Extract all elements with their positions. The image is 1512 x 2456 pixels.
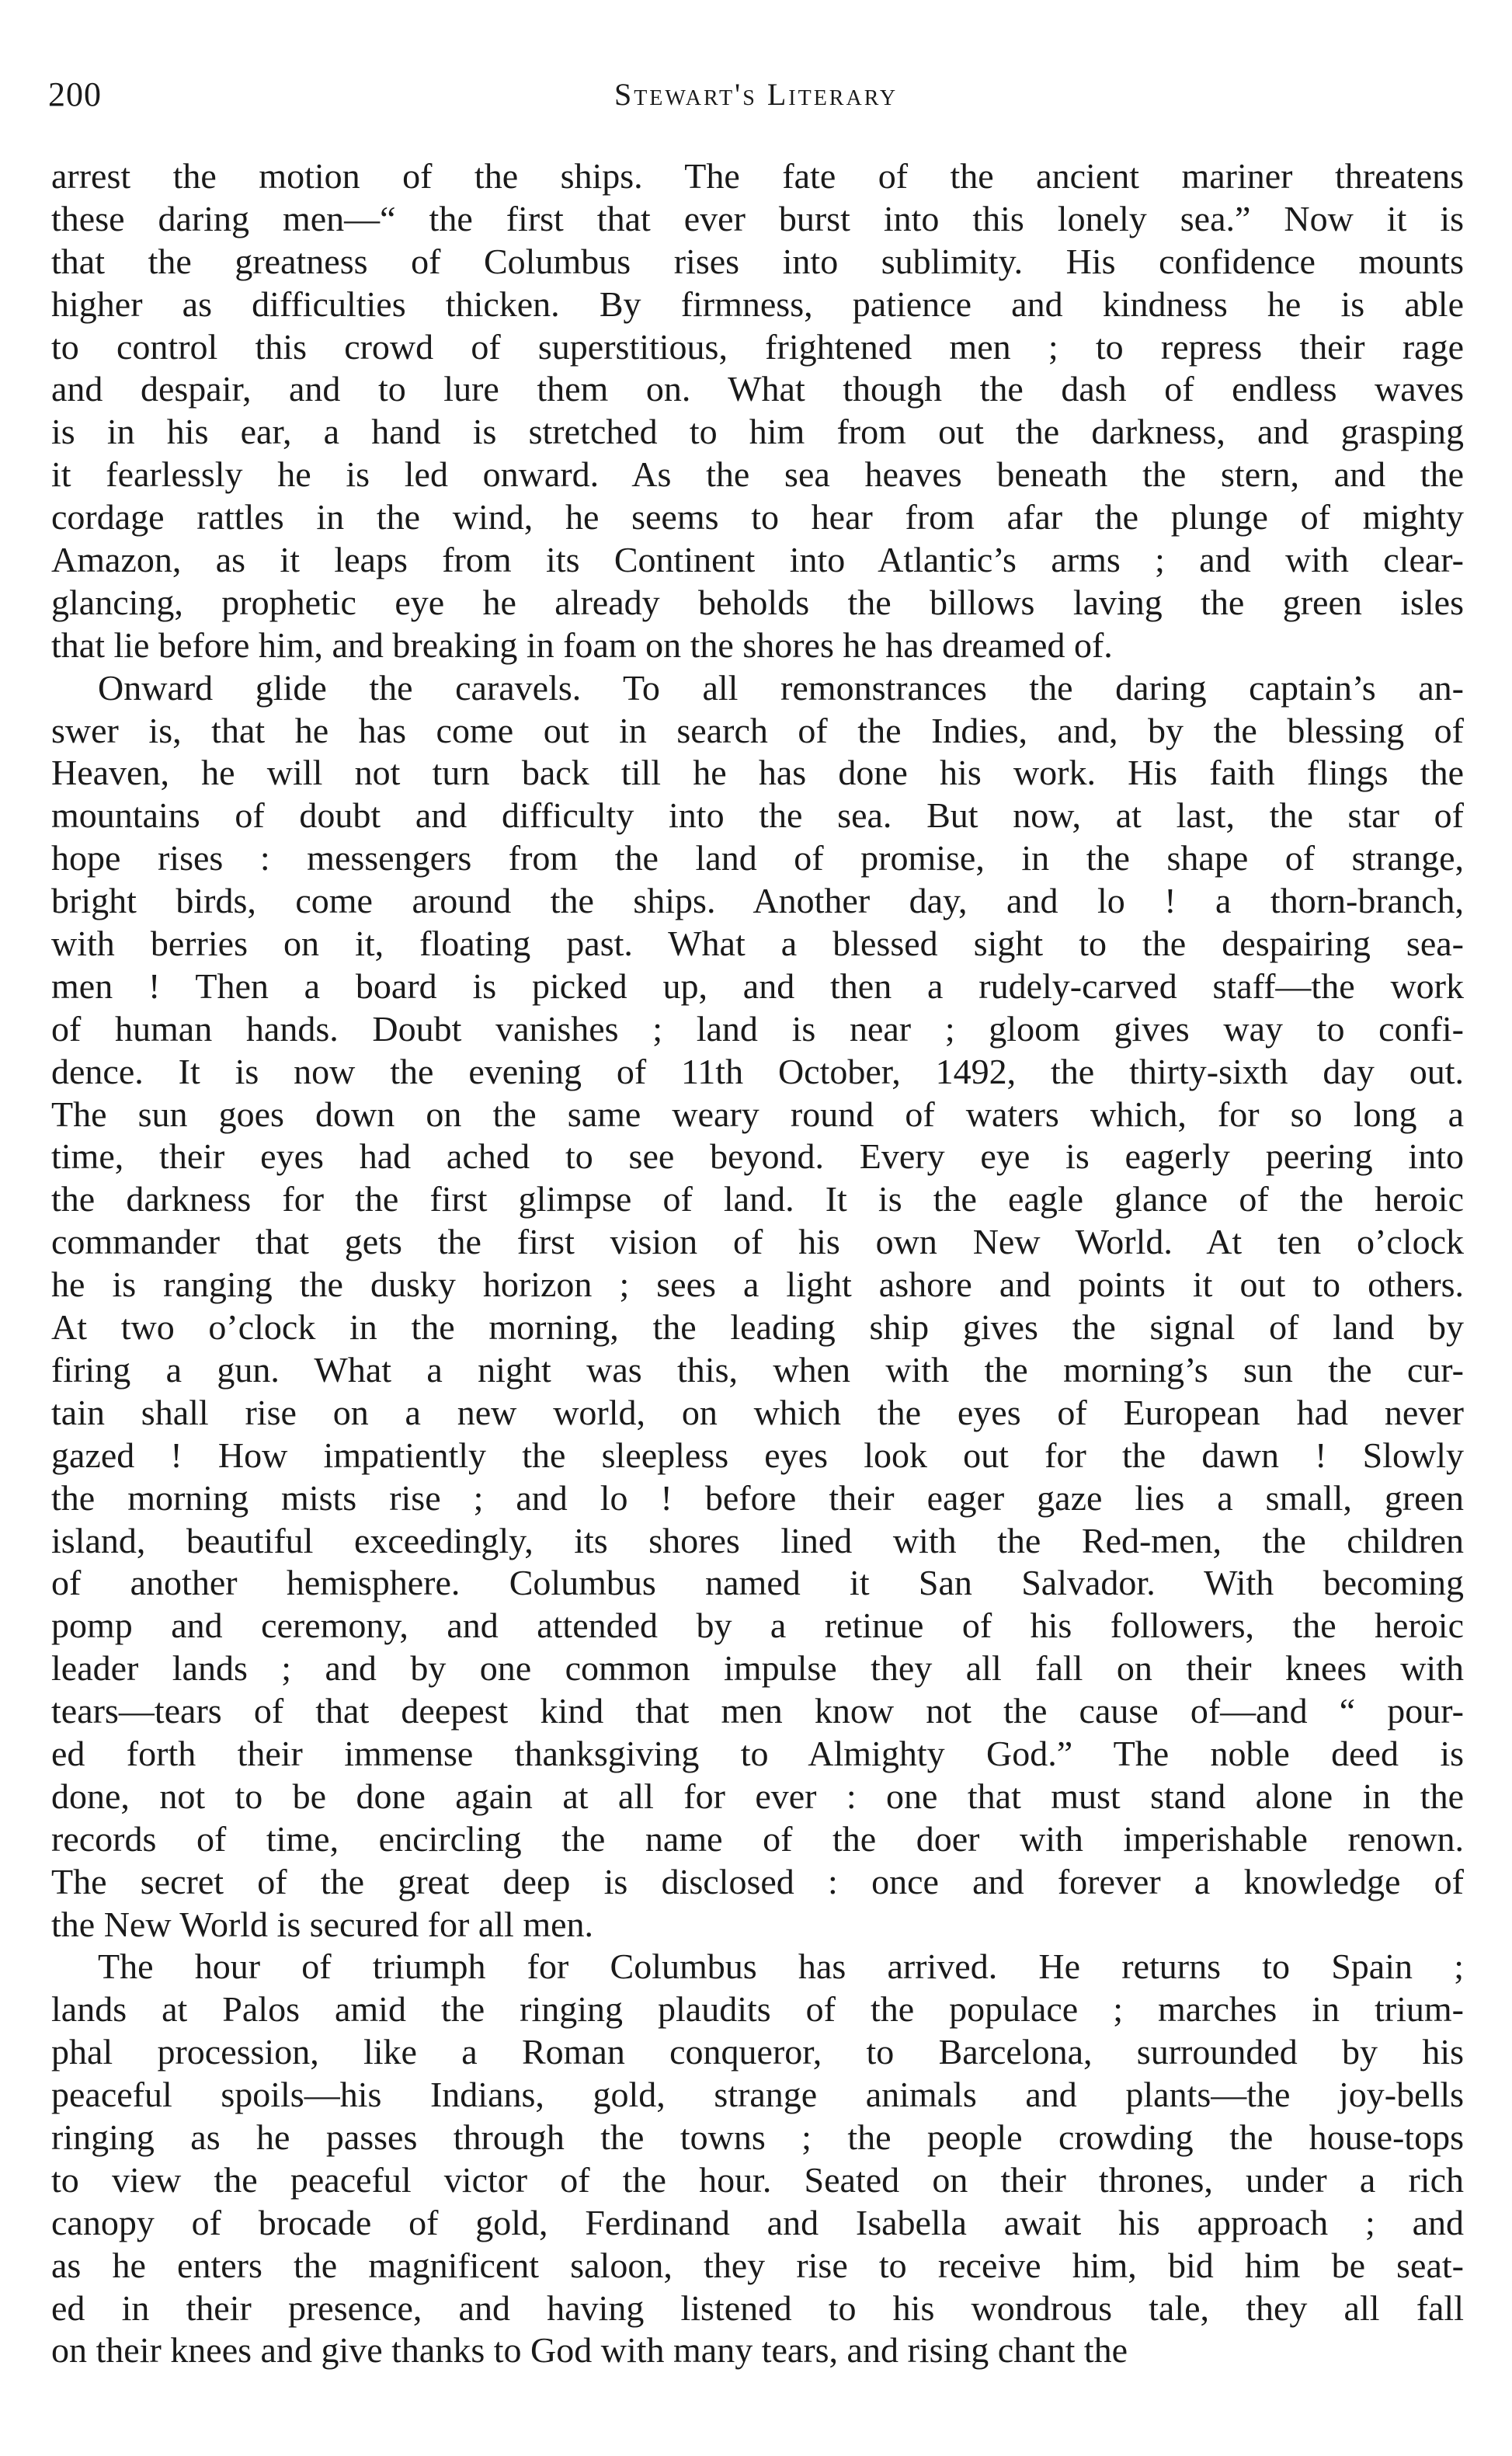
text-line: as he enters the magnificent saloon, they rise to receive him, bid him be seat- <box>51 2245 1464 2285</box>
text-line: higher as difficulties thicken. By firmness, patience and kindness he is able <box>51 284 1464 324</box>
text-line: canopy of brocade of gold, Ferdinand and Isabella await his approach ; and <box>51 2202 1464 2242</box>
text-line: firing a gun. What a night was this, when with the morning’s sun the cur- <box>51 1349 1464 1390</box>
text-line: dence. It is now the evening of 11th October, 1492, the thirty-sixth day out. <box>51 1051 1464 1091</box>
text-line: lands at Palos amid the ringing plaudits of the populace ; marches in trium- <box>51 1989 1464 2030</box>
text-line: swer is, that he has come out in search of the Indies, and, by the blessing of <box>51 710 1464 750</box>
text-line: to control this crowd of superstitious, frightened men ; to repress their rage <box>51 326 1464 367</box>
text-line: men ! Then a board is picked up, and then a rudely-carved staff—the work <box>51 965 1464 1006</box>
text-line: cordage rattles in the wind, he seems to hear from afar the plunge of mighty <box>51 497 1464 537</box>
text-line: At two o’clock in the morning, the leading ship gives the signal of land by <box>51 1307 1464 1348</box>
text-line: done, not to be done again at all for ever : one that must stand alone in the <box>51 1776 1464 1816</box>
text-line: Heaven, he will not turn back till he has done his work. His faith flings the <box>51 753 1464 793</box>
text-line: The hour of triumph for Columbus has arrived. He returns to Spain ; <box>98 1946 1464 1987</box>
text-line: gazed ! How impatiently the sleepless eyes look out for the dawn ! Slowly <box>51 1435 1464 1475</box>
body-text <box>51 155 1464 2372</box>
paragraph <box>51 155 1464 667</box>
text-line: ed in their presence, and having listened to his wondrous tale, they all fall <box>51 2287 1464 2328</box>
text-line: on their knees and give thanks to God with many tears, and rising chant the <box>51 2330 1128 2371</box>
text-line: the darkness for the first glimpse of land. It is the eagle glance of the heroic <box>51 1179 1464 1219</box>
text-line: island, beautiful exceedingly, its shores lined with the Red-men, the children <box>51 1520 1464 1560</box>
text-line: The sun goes down on the same weary round of waters which, for so long a <box>51 1094 1464 1134</box>
text-line: hope rises : messengers from the land of promise, in the shape of strange, <box>51 838 1464 878</box>
text-line: tain shall rise on a new world, on which the eyes of European had never <box>51 1392 1464 1432</box>
text-line: to view the peaceful victor of the hour. Seated on their thrones, under a rich <box>51 2159 1464 2200</box>
text-line: the New World is secured for all men. <box>51 1904 594 1944</box>
text-line: of another hemisphere. Columbus named it San Salvador. With becoming <box>51 1563 1464 1603</box>
text-line: that the greatness of Columbus rises into sublimity. His confidence mounts <box>51 241 1464 281</box>
page-number: 200 <box>48 75 102 113</box>
text-line: phal procession, like a Roman conqueror, to Barcelona, surrounded by his <box>51 2032 1464 2072</box>
text-line: that lie before him, and breaking in foam on the shores he has dreamed of. <box>51 624 1113 665</box>
text-line: The secret of the great deep is disclosed : once and forever a knowledge of <box>51 1861 1464 1901</box>
text-line: Onward glide the caravels. To all remonstrances the daring captain’s an- <box>98 667 1464 708</box>
text-line: commander that gets the first vision of his own New World. At ten o’clock <box>51 1222 1464 1262</box>
paragraph <box>51 1946 1464 2372</box>
text-line: peaceful spoils—his Indians, gold, strange animals and plants—the joy-bells <box>51 2075 1464 2115</box>
text-line: mountains of doubt and difficulty into the sea. But now, at last, the star of <box>51 795 1464 836</box>
text-line: he is ranging the dusky horizon ; sees a light ashore and points it out to others. <box>51 1265 1464 1305</box>
text-line: ed forth their immense thanksgiving to Almighty God.” The noble deed is <box>51 1733 1464 1773</box>
text-line: of human hands. Doubt vanishes ; land is near ; gloom gives way to confi- <box>51 1008 1464 1049</box>
text-line: time, their eyes had ached to see beyond. Every eye is eagerly peering into <box>51 1136 1464 1177</box>
text-line: leader lands ; and by one common impulse they all fall on their knees with <box>51 1648 1464 1689</box>
text-line: ringing as he passes through the towns ; the people crowding the house-tops <box>51 2117 1464 2157</box>
text-line: bright birds, come around the ships. Another day, and lo ! a thorn-branch, <box>51 881 1464 921</box>
page-header <box>48 71 1464 118</box>
text-line: the morning mists rise ; and lo ! before their eager gaze lies a small, green <box>51 1477 1464 1518</box>
text-line: records of time, encircling the name of the doer with imperishable renown. <box>51 1818 1464 1859</box>
text-line: and despair, and to lure them on. What though the dash of endless waves <box>51 369 1464 409</box>
text-line: pomp and ceremony, and attended by a retinue of his followers, the heroic <box>51 1605 1464 1646</box>
text-line: with berries on it, floating past. What a blessed sight to the despairing sea- <box>51 924 1464 964</box>
running-head: Stewart's Literary <box>613 77 899 112</box>
text-line: it fearlessly he is led onward. As the sea heaves beneath the stern, and the <box>51 454 1464 495</box>
text-line: tears—tears of that deepest kind that men know not the cause of—and “ pour- <box>51 1691 1464 1731</box>
text-line: Amazon, as it leaps from its Continent into Atlantic’s arms ; and with clear- <box>51 540 1464 580</box>
text-line: these daring men—“ the first that ever burst into this lonely sea.” Now it is <box>51 198 1464 238</box>
paragraph <box>51 667 1464 1946</box>
text-line: arrest the motion of the ships. The fate of the ancient mariner threatens <box>51 156 1464 196</box>
text-line: is in his ear, a hand is stretched to him from out the darkness, and grasping <box>51 412 1464 452</box>
text-line: glancing, prophetic eye he already beholds the billows laving the green isles <box>51 582 1464 622</box>
